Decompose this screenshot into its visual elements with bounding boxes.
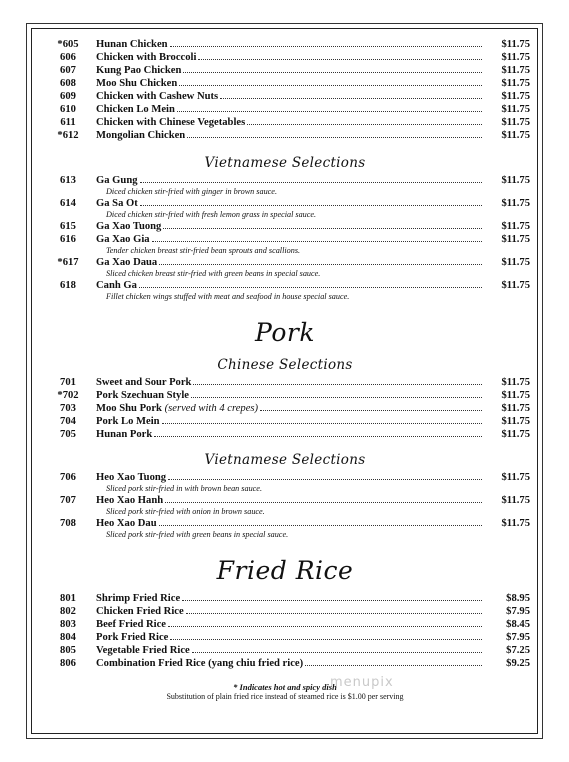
item-number: 618 — [60, 280, 76, 291]
item-name — [96, 64, 181, 77]
item-price: $11.75 — [501, 52, 530, 63]
category-title: Fried Rice — [216, 556, 354, 585]
item-name — [96, 129, 185, 142]
item-price: $11.75 — [501, 39, 530, 50]
menu-item — [40, 415, 530, 428]
item-description: Sliced chicken breast stir-fried with green beans in special sauce. — [106, 269, 321, 278]
item-description: Diced chicken stir-fried with ginger in brown sauce. — [106, 187, 277, 196]
item-name-text: Ga Sa Ot — [96, 198, 138, 209]
dot-leader — [177, 111, 482, 112]
item-price: $11.75 — [501, 472, 530, 483]
item-price: $11.75 — [501, 221, 530, 232]
dot-leader — [198, 59, 482, 60]
item-name-text: Vegetable Fried Rice — [96, 645, 190, 656]
watermark: menupix — [330, 675, 394, 690]
dot-leader — [193, 384, 482, 385]
item-name — [96, 517, 157, 530]
menu-item — [40, 494, 530, 507]
dot-leader — [168, 479, 482, 480]
item-number: *702 — [57, 390, 79, 401]
dot-leader — [260, 410, 482, 411]
item-name-text: Chicken Fried Rice — [96, 606, 184, 617]
item-number: 705 — [60, 429, 76, 440]
menu-item — [40, 605, 530, 618]
item-name — [96, 77, 177, 90]
menu-item — [40, 256, 530, 269]
item-number: 609 — [60, 91, 76, 102]
item-description: Tender chicken breast stir-fried bean sprouts and scallions. — [106, 246, 301, 255]
item-number: *617 — [57, 257, 79, 268]
dot-leader — [140, 182, 482, 183]
menu-item — [40, 51, 530, 64]
item-name-text: Hunan Chicken — [96, 39, 168, 50]
item-name-text: Chicken Lo Mein — [96, 104, 175, 115]
item-price: $11.75 — [501, 403, 530, 414]
item-number: 610 — [60, 104, 76, 115]
menu-item — [40, 631, 530, 644]
item-name-text: Heo Xao Hanh — [96, 495, 164, 506]
item-name — [96, 618, 166, 631]
dot-leader — [163, 228, 482, 229]
item-number: 803 — [60, 619, 76, 630]
hot-spicy-note: * Indicates hot and spicy dish — [233, 682, 337, 692]
dot-leader — [183, 72, 482, 73]
item-description: Fillet chicken wings stuffed with meat and seafood in house special sauce. — [106, 292, 350, 301]
item-name — [96, 174, 138, 187]
item-name — [96, 279, 137, 292]
item-name-text: Chicken with Cashew Nuts — [96, 91, 219, 102]
item-name — [96, 631, 168, 644]
menu-item — [40, 517, 530, 530]
item-number: 606 — [60, 52, 76, 63]
item-name — [96, 51, 196, 64]
item-price: $11.75 — [501, 65, 530, 76]
item-price: $11.75 — [501, 518, 530, 529]
dot-leader — [187, 137, 482, 138]
item-number: 611 — [60, 117, 76, 128]
item-name — [96, 644, 190, 657]
item-number: 614 — [60, 198, 76, 209]
item-name-text: Moo Shu Chicken — [96, 78, 178, 89]
dot-leader — [247, 124, 482, 125]
dot-leader — [170, 46, 482, 47]
item-price: $11.75 — [501, 104, 530, 115]
item-price: $11.75 — [501, 390, 530, 401]
item-number: 701 — [60, 377, 76, 388]
item-name — [96, 428, 152, 441]
item-name-text: Combination Fried Rice (yang chiu fried rice) — [96, 658, 304, 669]
item-description: Sliced pork stir-fried in with brown bean sauce. — [106, 484, 262, 493]
menu-item — [40, 116, 530, 129]
item-price: $7.95 — [506, 632, 530, 643]
menu-item — [40, 64, 530, 77]
dot-leader — [220, 98, 482, 99]
item-name — [96, 657, 303, 670]
item-price: $9.25 — [506, 658, 530, 669]
item-name-text: Ga Xao Tuong — [96, 221, 162, 232]
item-name — [96, 605, 184, 618]
substitution-note: Substitution of plain fried rice instead of steamed rice is $1.00 per serving — [166, 692, 404, 701]
dot-leader — [191, 397, 482, 398]
item-description: Sliced pork stir-fried with green beans in special sauce. — [106, 530, 289, 539]
item-name-text: Ga Xao Daua — [96, 257, 158, 268]
menu-item — [40, 402, 530, 415]
dot-leader — [186, 613, 482, 614]
item-price: $11.75 — [501, 130, 530, 141]
item-name-text: Hunan Pork — [96, 429, 153, 440]
dot-leader — [192, 652, 482, 653]
dot-leader — [140, 205, 482, 206]
item-price: $11.75 — [501, 198, 530, 209]
item-number: 613 — [60, 175, 76, 186]
dot-leader — [168, 626, 482, 627]
item-name — [96, 494, 163, 507]
menu-item — [40, 592, 530, 605]
item-number: 607 — [60, 65, 76, 76]
section-heading: Vietnamese Selections — [204, 155, 366, 171]
item-name-text: Beef Fried Rice — [96, 619, 167, 630]
dot-leader — [154, 436, 482, 437]
item-name-text: Kung Pao Chicken — [96, 65, 182, 76]
item-number: 802 — [60, 606, 76, 617]
menu-item — [40, 279, 530, 292]
item-name-text: Mongolian Chicken — [96, 130, 186, 141]
dot-leader — [165, 502, 482, 503]
item-name-text: Pork Fried Rice — [96, 632, 169, 643]
dot-leader — [139, 287, 482, 288]
menu-item — [40, 618, 530, 631]
dot-leader — [152, 241, 482, 242]
item-price: $11.75 — [501, 377, 530, 388]
item-number: 615 — [60, 221, 76, 232]
item-description: Sliced pork stir-fried with onion in brown sauce. — [106, 507, 265, 516]
dot-leader — [179, 85, 482, 86]
dot-leader — [159, 525, 482, 526]
item-name-text: Heo Xao Dau — [96, 518, 157, 529]
item-name-text: Ga Gung — [96, 175, 138, 186]
dot-leader — [182, 600, 482, 601]
category-title: Pork — [255, 318, 315, 347]
menu-item — [40, 129, 530, 142]
menu-item — [40, 90, 530, 103]
item-name — [96, 376, 191, 389]
item-name-text: Sweet and Sour Pork — [96, 377, 192, 388]
item-price: $11.75 — [501, 495, 530, 506]
item-price: $11.75 — [501, 175, 530, 186]
menu-item — [40, 197, 530, 210]
item-name — [96, 220, 161, 233]
item-name — [96, 103, 175, 116]
item-name — [96, 116, 245, 129]
item-name — [96, 90, 218, 103]
item-number: *605 — [57, 39, 79, 50]
item-name — [96, 197, 138, 210]
item-name — [96, 592, 180, 605]
item-name-text: Chicken with Chinese Vegetables — [96, 117, 246, 128]
item-number: 806 — [60, 658, 76, 669]
item-name — [96, 471, 166, 484]
item-name — [96, 38, 168, 51]
menu-item — [40, 220, 530, 233]
menu-item — [40, 428, 530, 441]
item-number: 804 — [60, 632, 76, 643]
item-number: *612 — [57, 130, 79, 141]
item-price: $11.75 — [501, 78, 530, 89]
item-name-text: Pork Lo Mein — [96, 416, 160, 427]
menu-item — [40, 174, 530, 187]
item-number: 608 — [60, 78, 76, 89]
item-number: 801 — [60, 593, 76, 604]
section-heading: Chinese Selections — [217, 357, 353, 373]
menu-item — [40, 657, 530, 670]
dot-leader — [305, 665, 482, 666]
item-note: (served with 4 crepes) — [164, 403, 259, 414]
item-name — [96, 415, 160, 428]
item-number: 707 — [60, 495, 76, 506]
item-name-text: Chicken with Broccoli — [96, 52, 197, 63]
item-price: $7.95 — [506, 606, 530, 617]
item-price: $11.75 — [501, 257, 530, 268]
section-heading: Vietnamese Selections — [204, 452, 366, 468]
item-price: $11.75 — [501, 280, 530, 291]
item-name — [96, 233, 150, 246]
item-name — [96, 389, 189, 402]
item-name-text: Heo Xao Tuong — [96, 472, 167, 483]
item-number: 703 — [60, 403, 76, 414]
item-price: $11.75 — [501, 117, 530, 128]
item-name-text: Moo Shu Pork — [96, 403, 162, 414]
menu-item — [40, 376, 530, 389]
item-price: $7.25 — [506, 645, 530, 656]
item-price: $8.45 — [506, 619, 530, 630]
dot-leader — [162, 423, 482, 424]
item-price: $8.95 — [506, 593, 530, 604]
item-number: 706 — [60, 472, 76, 483]
menu-item — [40, 389, 530, 402]
dot-leader — [159, 264, 482, 265]
item-name-text: Ga Xao Gia — [96, 234, 150, 245]
item-name — [96, 402, 258, 415]
item-price: $11.75 — [501, 234, 530, 245]
menu-item — [40, 103, 530, 116]
menu-item — [40, 77, 530, 90]
item-description: Diced chicken stir-fried with fresh lemon grass in special sauce. — [106, 210, 317, 219]
menu-item — [40, 644, 530, 657]
item-number: 805 — [60, 645, 76, 656]
menu-item — [40, 233, 530, 246]
item-name-text: Canh Ga — [96, 280, 137, 291]
dot-leader — [170, 639, 482, 640]
item-price: $11.75 — [501, 429, 530, 440]
item-name — [96, 256, 157, 269]
item-number: 616 — [60, 234, 76, 245]
item-name-text: Shrimp Fried Rice — [96, 593, 181, 604]
menu-item — [40, 471, 530, 484]
item-number: 708 — [60, 518, 76, 529]
item-name-text: Pork Szechuan Style — [96, 390, 189, 401]
menu-item — [40, 38, 530, 51]
item-number: 704 — [60, 416, 76, 427]
item-price: $11.75 — [501, 91, 530, 102]
item-price: $11.75 — [501, 416, 530, 427]
menu-content — [40, 38, 530, 701]
